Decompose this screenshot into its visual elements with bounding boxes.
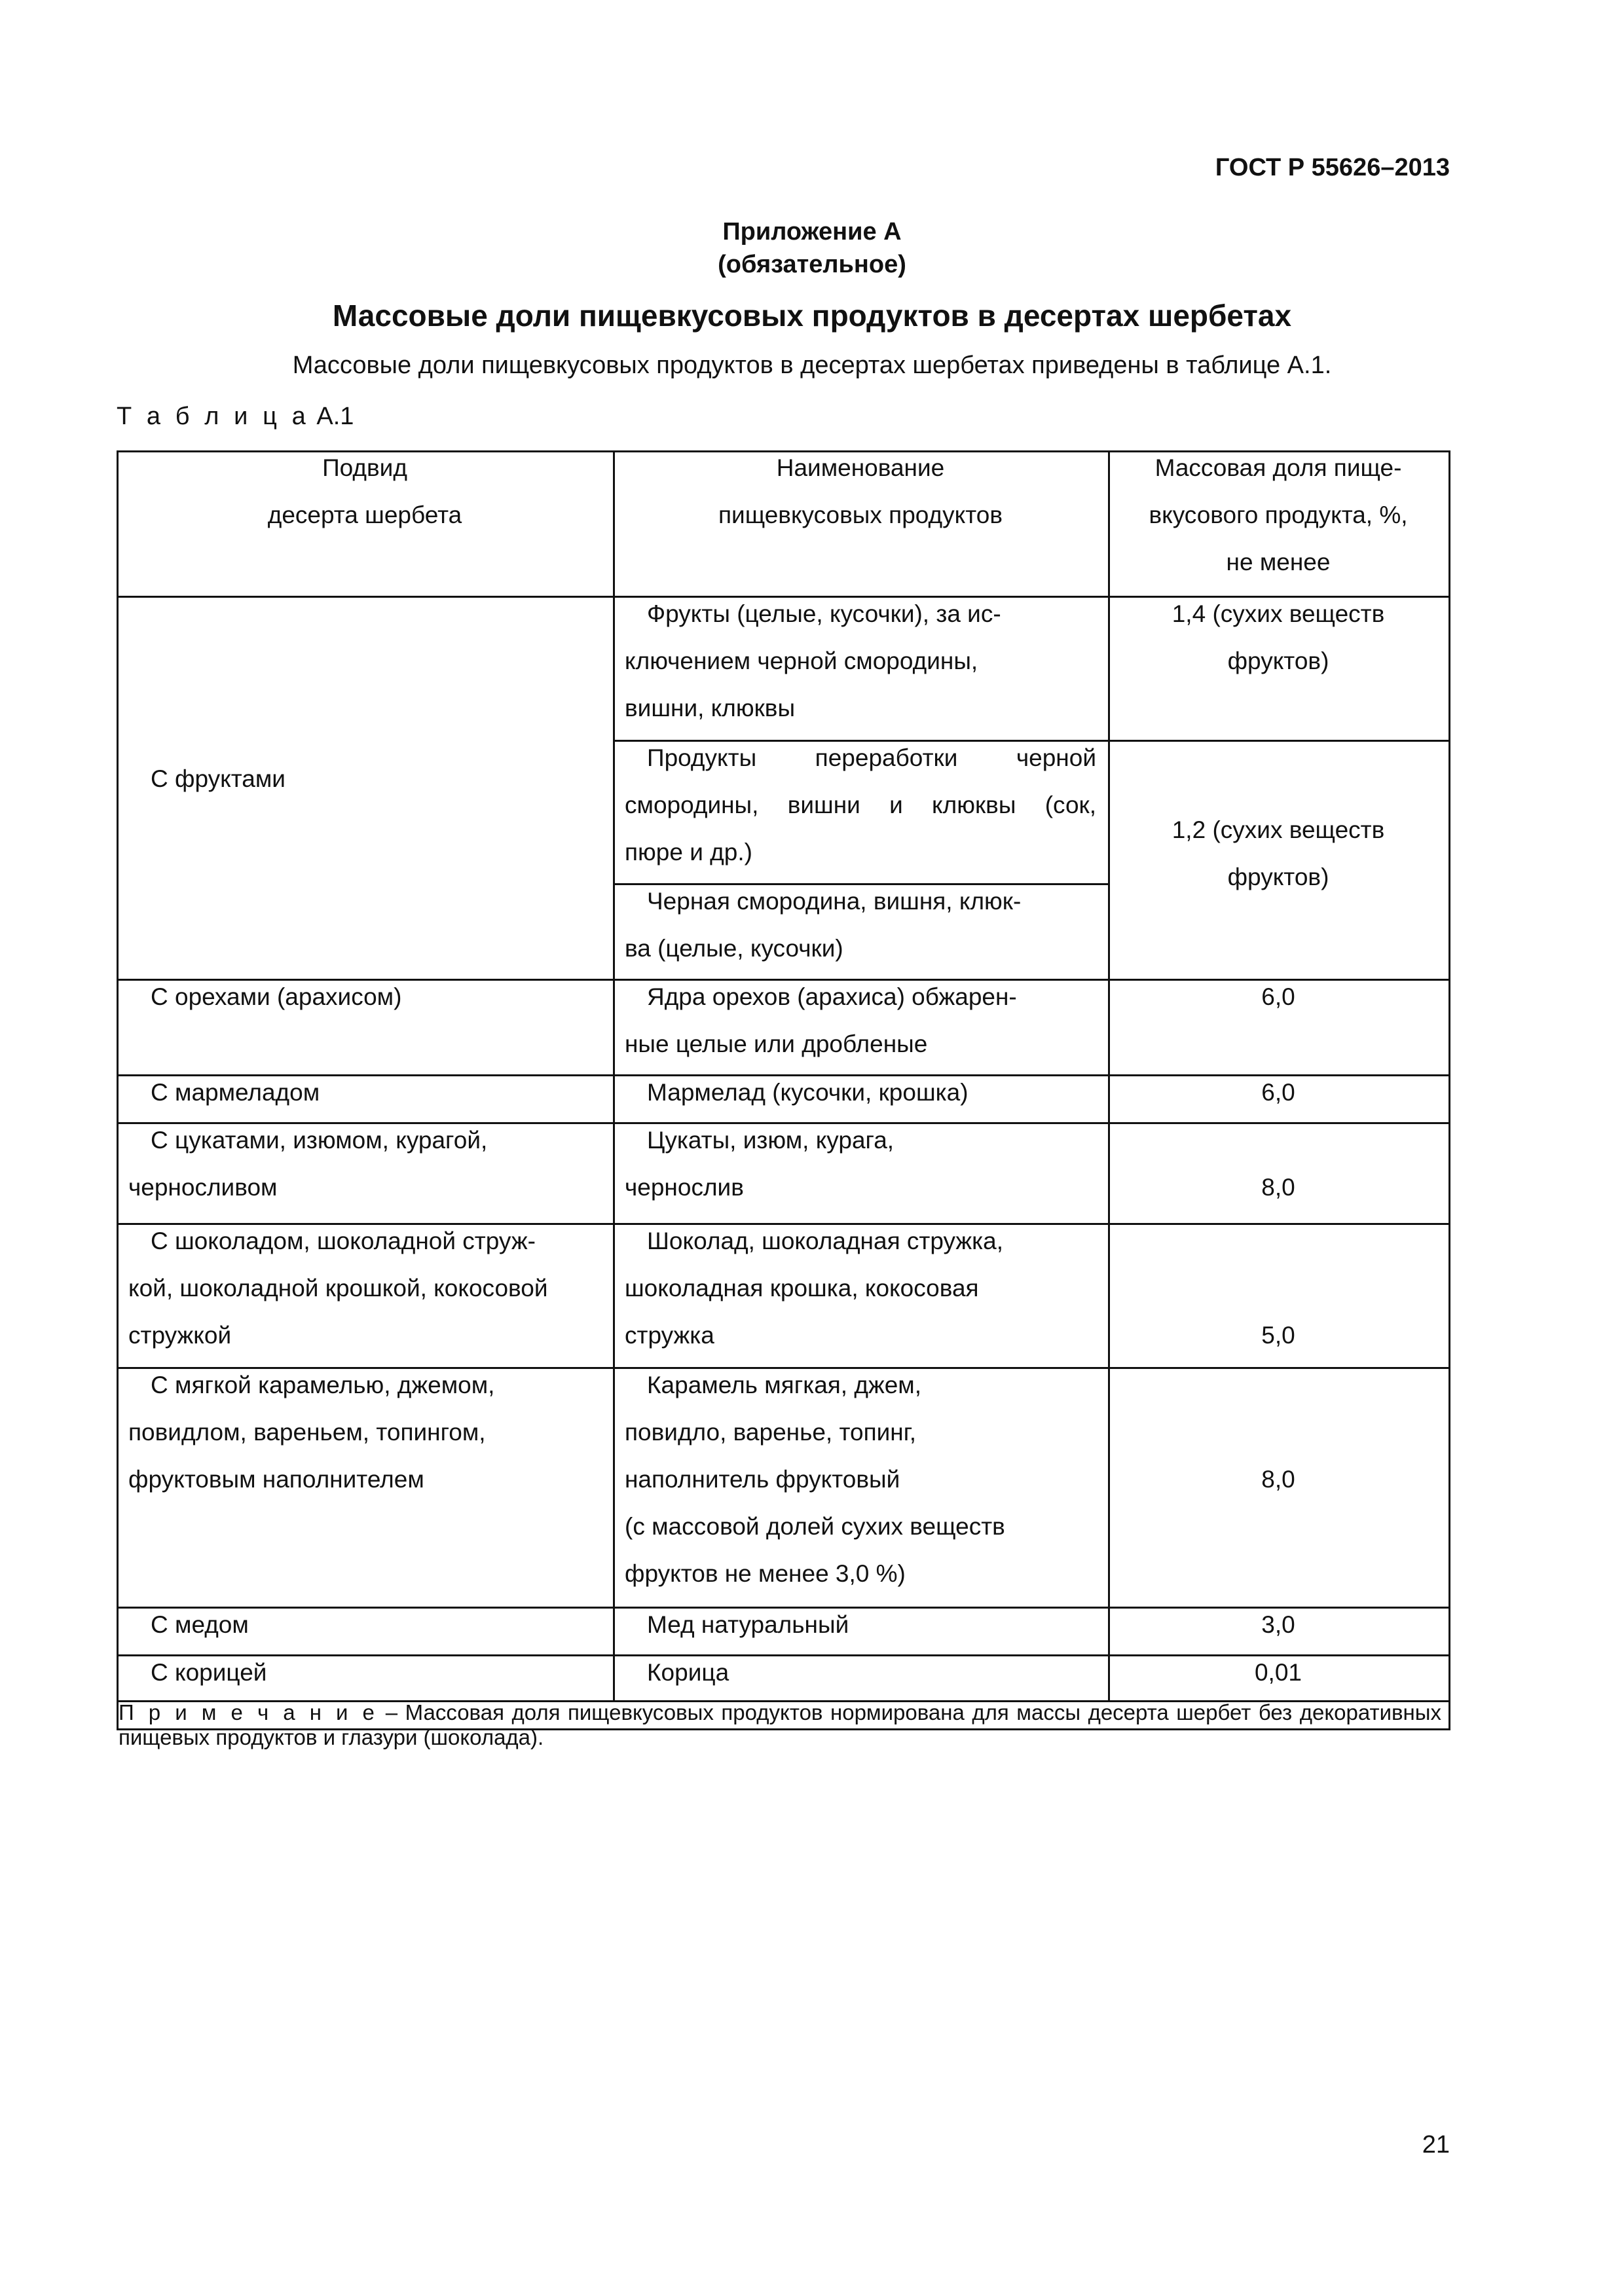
cell-line: кой, шоколадной крошкой, кокосовой: [128, 1275, 548, 1302]
value-cell: [1112, 1164, 1445, 1211]
cell-line: 6,0: [1261, 1079, 1295, 1106]
cell-line: С медом: [151, 1611, 249, 1638]
column-divider-1: [613, 450, 615, 1702]
subtype-cell: [128, 756, 605, 803]
cell-line: ключением черной смородины,: [625, 647, 978, 674]
cell-line: пищевкусовых продуктов: [718, 501, 1003, 528]
product-cell: [625, 735, 1096, 876]
subtype-cell: [128, 1069, 605, 1116]
cell-line: пюре и др.): [625, 839, 752, 866]
subtype-cell: [128, 1601, 605, 1649]
cell-line: Карамель мягкая, джем,: [647, 1372, 921, 1398]
subtype-cell: [128, 1117, 605, 1211]
value-cell: [1112, 591, 1445, 685]
cell-line: фруктовым наполнителем: [128, 1466, 424, 1493]
cell-line: ные целые или дробленые: [625, 1030, 928, 1057]
value-cell: [1112, 1649, 1445, 1696]
cell-line: Массовая доля пище-: [1154, 454, 1402, 481]
cell-line: 1,2 (сухих веществ: [1172, 816, 1385, 843]
cell-line: десерта шербета: [267, 501, 462, 528]
cell-line: 8,0: [1261, 1466, 1295, 1493]
value-cell: [1112, 1456, 1445, 1503]
cell-line: Шоколад, шоколадная стружка,: [647, 1228, 1004, 1254]
product-cell: [625, 878, 1096, 972]
product-cell: [625, 1117, 1096, 1211]
table-left-border: [117, 450, 119, 1730]
cell-line: С цукатами, изюмом, курагой,: [151, 1127, 488, 1154]
appendix-status: (обязательное): [718, 251, 906, 278]
cell-line: 6,0: [1261, 983, 1295, 1010]
product-cell: [625, 1362, 1096, 1597]
cell-line: Корица: [647, 1659, 729, 1686]
cell-line: наполнитель фруктовый: [625, 1466, 900, 1493]
cell-line: Цукаты, изюм, курага,: [647, 1127, 895, 1154]
cell-line: 1,4 (сухих веществ: [1172, 600, 1385, 627]
cell-line: Черная смородина, вишня, клюк-: [647, 888, 1022, 915]
product-cell: [625, 1601, 1096, 1649]
cell-line: 0,01: [1254, 1659, 1302, 1686]
product-cell: [625, 974, 1096, 1068]
product-cell: [625, 1649, 1096, 1696]
note-text: – Массовая доля пищевкусовых продуктов нормирована для массы десерта шербет без декоративных пищевых продуктов и глазури (шоколада).: [119, 1700, 1441, 1749]
cell-line: Мед натуральный: [647, 1611, 849, 1638]
cell-line: чернослив: [625, 1174, 744, 1201]
value-cell: [1112, 1312, 1445, 1359]
section-title: Массовые доли пищевкусовых продуктов в десертах шербетах: [332, 299, 1292, 333]
cell-line: Мармелад (кусочки, крошка): [647, 1079, 969, 1106]
cell-line: черносливом: [128, 1174, 278, 1201]
header-subtype: [120, 445, 609, 539]
product-cell: [625, 1069, 1096, 1116]
cell-line: фруктов): [1227, 864, 1329, 890]
cell-line: (с массовой долей сухих веществ: [625, 1513, 1005, 1540]
cell-line: 3,0: [1261, 1611, 1295, 1638]
cell-line: фруктов): [1227, 647, 1329, 674]
cell-line: вишни, клюквы: [625, 695, 796, 721]
cell-line: шоколадная крошка, кокосовая: [625, 1275, 979, 1302]
value-cell: [1112, 1069, 1445, 1116]
cell-line: повидло, варенье, топинг,: [625, 1419, 916, 1446]
subtype-cell: [128, 1649, 605, 1696]
cell-line: стружка: [625, 1322, 714, 1349]
header-product: [617, 445, 1104, 539]
subtype-cell: [128, 1362, 605, 1503]
cell-line: 8,0: [1261, 1174, 1295, 1201]
appendix-title: Приложение А: [722, 218, 902, 246]
cell-line: Фрукты (целые, кусочки), за ис-: [647, 600, 1001, 627]
standard-number: ГОСТ Р 55626–2013: [1215, 154, 1450, 181]
cell-line: стружкой: [128, 1322, 232, 1349]
cell-line: ва (целые, кусочки): [625, 935, 843, 962]
section-intro: Массовые доли пищевкусовых продуктов в десертах шербетах приведены в таблице А.1.: [292, 352, 1332, 379]
product-cell: [625, 591, 1096, 732]
table-label: [117, 403, 354, 431]
column-divider-2: [1108, 450, 1110, 1702]
cell-line: Наименование: [776, 454, 945, 481]
cell-line: С корицей: [151, 1659, 267, 1686]
cell-line: Ядра орехов (арахиса) обжарен-: [647, 983, 1017, 1010]
cell-line: С мармеладом: [151, 1079, 320, 1106]
value-cell: [1112, 1601, 1445, 1649]
header-mass-fraction: [1112, 445, 1445, 586]
value-cell: [1112, 807, 1445, 901]
cell-line: повидлом, вареньем, топингом,: [128, 1419, 486, 1446]
subtype-cell: [128, 974, 605, 1021]
subtype-cell: [128, 1218, 605, 1359]
cell-line: Продукты переработки черной: [647, 744, 1096, 771]
cell-line: Подвид: [322, 454, 407, 481]
cell-line: С мягкой карамелью, джемом,: [151, 1372, 495, 1398]
product-cell: [625, 1218, 1096, 1359]
cell-line: не менее: [1226, 549, 1331, 575]
page-number: 21: [1422, 2131, 1450, 2159]
table-right-border: [1449, 450, 1450, 1730]
value-cell: [1112, 974, 1445, 1021]
note-label: П р и м е ч а н и е: [119, 1700, 378, 1724]
cell-line: смородины, вишни и клюквы (сок,: [625, 792, 1096, 818]
cell-line: вкусового продукта, %,: [1149, 501, 1408, 528]
table-note: [119, 1700, 1441, 1750]
cell-line: фруктов не менее 3,0 %): [625, 1560, 906, 1587]
cell-line: С орехами (арахисом): [151, 983, 402, 1010]
table-label-number: А.1: [316, 403, 354, 430]
cell-line: С шоколадом, шоколадной струж-: [151, 1228, 536, 1254]
table-label-prefix: Т а б л и ц а: [117, 403, 310, 430]
cell-line: С фруктами: [151, 765, 286, 792]
cell-line: 5,0: [1261, 1322, 1295, 1349]
